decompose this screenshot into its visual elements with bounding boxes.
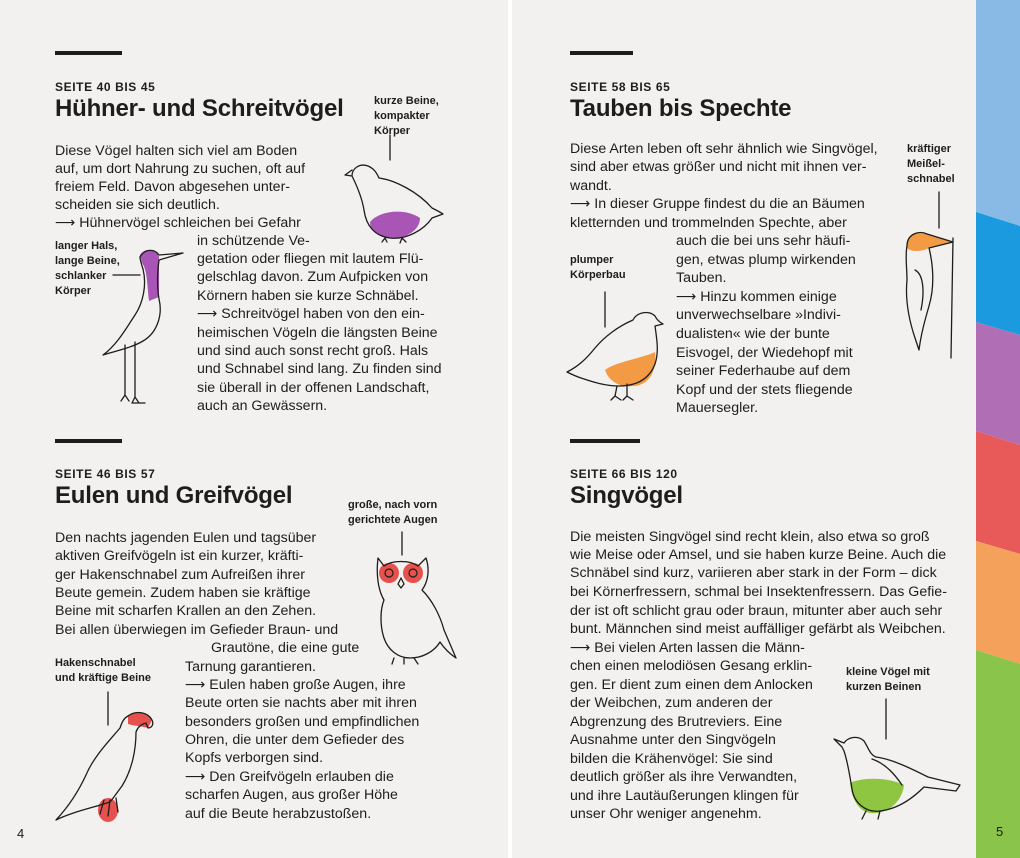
register-tab-2[interactable] — [976, 212, 1020, 335]
text-line: ⟶ Eulen haben große Augen, ihre — [185, 677, 406, 693]
text-line: ⟶ Den Greifvögeln erlauben die — [185, 769, 394, 785]
text-line: ⟶ Schreitvögel haben von den ein- — [197, 306, 425, 322]
text-line: gelschlag davon. Zum Aufpicken von — [197, 269, 429, 285]
text-line: bilden die Krähenvögel: Sie sind — [570, 751, 773, 767]
annotation-line: und kräftige Beine — [55, 672, 151, 684]
annotation-line: Körper — [55, 285, 92, 297]
section-page-range: SEITE 40 BIS 45 — [55, 80, 156, 94]
register-tabs — [976, 0, 1020, 858]
text-line: scheiden sie sich deutlich. — [55, 197, 220, 213]
woodpecker-illustration — [895, 190, 965, 365]
annotation-line: Körperbau — [570, 269, 626, 281]
text-line: und Schnabel sind lang. Zu finden sind — [197, 361, 442, 377]
pigeon-illustration — [565, 292, 670, 407]
annotation-line: Meißel- — [907, 158, 945, 170]
text-line: auch die bei uns sehr häufi- — [676, 233, 851, 249]
text-line: auf die Beute herabzustoßen. — [185, 806, 372, 822]
text-line: auch an Gewässern. — [197, 398, 328, 414]
section-rule — [570, 439, 640, 443]
text-line: bei Körnerfressern, schmal bei Insektenfressern. Das Gefie- — [570, 584, 947, 600]
text-line: Den nachts jagenden Eulen und tagsüber — [55, 530, 317, 546]
text-line: Körnern haben sie kurze Schnäbel. — [197, 288, 419, 304]
annotation-line: kurze Beine, — [374, 95, 439, 107]
text-line: unser Ohr weniger angenehm. — [570, 806, 762, 822]
text-line: gen. Er dient zum einen dem Anlocken — [570, 677, 813, 693]
section-rule — [55, 51, 122, 55]
register-tab-3[interactable] — [976, 322, 1020, 445]
section-rule — [55, 439, 122, 443]
text-line: Kopf und der stets fliegende — [676, 382, 853, 398]
text-line: Beute orten sie nachts aber mit ihren — [185, 695, 417, 711]
annotation-line: kompakter — [374, 110, 430, 122]
annotation-label-songbird — [846, 665, 930, 695]
text-line: Mauersegler. — [676, 400, 759, 416]
annotation-line: langer Hals, — [55, 240, 118, 252]
text-line: Kopfs verborgen sind. — [185, 750, 324, 766]
text-line: bunt. Männchen sind meist auffälliger gefärbt als Weibchen. — [570, 621, 946, 637]
text-line: der ist oft schlicht grau oder braun, mitunter aber auch sehr — [570, 603, 943, 619]
annotation-label-raptor — [55, 656, 151, 686]
text-line: heimischen Vögeln die längsten Beine — [197, 325, 438, 341]
annotation-label-woodpecker — [907, 142, 955, 187]
owl-illustration — [370, 530, 460, 670]
annotation-line: kurzen Beinen — [846, 681, 922, 693]
text-line: getation oder fliegen mit lautem Flü- — [197, 251, 424, 267]
text-line: Die meisten Singvögel sind recht klein, also etwa so groß — [570, 529, 930, 545]
text-line: Bei allen überwiegen im Gefieder Braun- und — [55, 622, 339, 638]
text-line: gen, etwas plump wirkenden — [676, 252, 856, 268]
register-tab-1[interactable] — [976, 0, 1020, 226]
text-line: in schützende Ve- — [197, 233, 310, 249]
register-tab-4[interactable] — [976, 431, 1020, 554]
annotation-line: schnabel — [907, 173, 955, 185]
text-line: der Weibchen, zum anderen der — [570, 695, 773, 711]
page-number-right: 5 — [996, 824, 1004, 839]
text-line: Schnäbel sind kurz, variieren aber stark in der Form – dick — [570, 565, 937, 581]
quail-illustration — [340, 130, 450, 245]
text-line: und sind auch sonst recht groß. Hals — [197, 343, 429, 359]
text-line: seiner Federhaube auf dem — [676, 363, 851, 379]
text-line: Abgrenzung des Brutreviers. Eine — [570, 714, 783, 730]
text-line: Ausnahme unter den Singvögeln — [570, 732, 776, 748]
text-line: ⟶ Hühnervögel schleichen bei Gefahr — [55, 215, 301, 231]
annotation-line: gerichtete Augen — [348, 514, 438, 526]
text-line: ⟶ In dieser Gruppe findest du die an Bäumen — [570, 196, 865, 212]
annotation-line: lange Beine, — [55, 255, 120, 267]
text-line: Diese Vögel halten sich viel am Boden — [55, 143, 298, 159]
text-line: und ihre Lautäußerungen klingen für — [570, 788, 799, 804]
text-line: sie überall in der offenen Landschaft, — [197, 380, 430, 396]
text-line: freiem Feld. Davon abgesehen unter- — [55, 179, 291, 195]
annotation-line: Körper — [374, 125, 411, 137]
section-page-range: SEITE 46 BIS 57 — [55, 467, 156, 481]
text-line: sind aber etwas größer und nicht mit ihnen ver- — [570, 159, 867, 175]
text-line: unverwechselbare »Indivi- — [676, 307, 841, 323]
text-line: kletternden und trommelnden Spechte, aber — [570, 215, 847, 231]
text-line: besonders großen und empfindlichen — [185, 714, 420, 730]
annotation-label-owl — [348, 498, 437, 528]
register-tab-strip — [976, 0, 1020, 858]
text-line: ⟶ Bei vielen Arten lassen die Männ- — [570, 640, 805, 656]
annotation-line: große, nach vorn — [348, 499, 438, 511]
text-line: Grautöne, die eine gute — [211, 640, 360, 656]
text-line: Diese Arten leben oft sehr ähnlich wie Singvögel, — [570, 141, 878, 157]
page-number-left: 4 — [17, 826, 25, 841]
section-title: Tauben bis Spechte — [570, 95, 792, 122]
section-title: Singvögel — [570, 482, 683, 509]
text-line: dualisten« wie der bunte — [676, 326, 830, 342]
section-title: Eulen und Greifvögel — [55, 482, 293, 509]
text-line: auf, um dort Nahrung zu suchen, oft auf — [55, 161, 306, 177]
text-line: Eisvogel, der Wiedehopf mit — [676, 345, 853, 361]
section-rule — [570, 51, 633, 55]
text-line: wie Meise oder Amsel, und sie haben kurze Beine. Auch die — [570, 547, 947, 563]
text-line: Tauben. — [676, 270, 727, 286]
text-line: scharfen Augen, aus großer Höhe — [185, 787, 398, 803]
annotation-label-pigeon — [570, 253, 626, 283]
text-line: Tarnung garantieren. — [185, 659, 316, 675]
section-page-range: SEITE 58 BIS 65 — [570, 80, 671, 94]
text-line: ⟶ Hinzu kommen einige — [676, 289, 837, 305]
section-title: Hühner- und Schreitvögel — [55, 95, 344, 122]
raptor-illustration — [50, 690, 160, 830]
section-page-range: SEITE 66 BIS 120 — [570, 467, 678, 481]
register-tab-5[interactable] — [976, 541, 1020, 664]
heron-illustration — [95, 245, 195, 410]
text-line: deutlich größer als ihre Verwandten, — [570, 769, 798, 785]
text-line: chen einen melodiösen Gesang erklin- — [570, 658, 813, 674]
text-line: Beute gemein. Zudem haben sie kräftige — [55, 585, 311, 601]
songbird-illustration — [832, 697, 967, 822]
annotation-line: kräftiger — [907, 143, 952, 155]
annotation-line: Hakenschnabel — [55, 657, 136, 669]
text-line: aktiven Greifvögeln ist ein kurzer, kräfti- — [55, 548, 304, 564]
text-line: wandt. — [570, 178, 612, 194]
annotation-line: schlanker — [55, 270, 107, 282]
text-line: Ohren, die unter dem Gefieder des — [185, 732, 405, 748]
annotation-line: kleine Vögel mit — [846, 666, 930, 678]
annotation-line: plumper — [570, 254, 614, 266]
text-line: ger Hakenschnabel zum Aufreißen ihrer — [55, 567, 305, 583]
text-line: Beine mit scharfen Krallen an den Zehen. — [55, 603, 317, 619]
